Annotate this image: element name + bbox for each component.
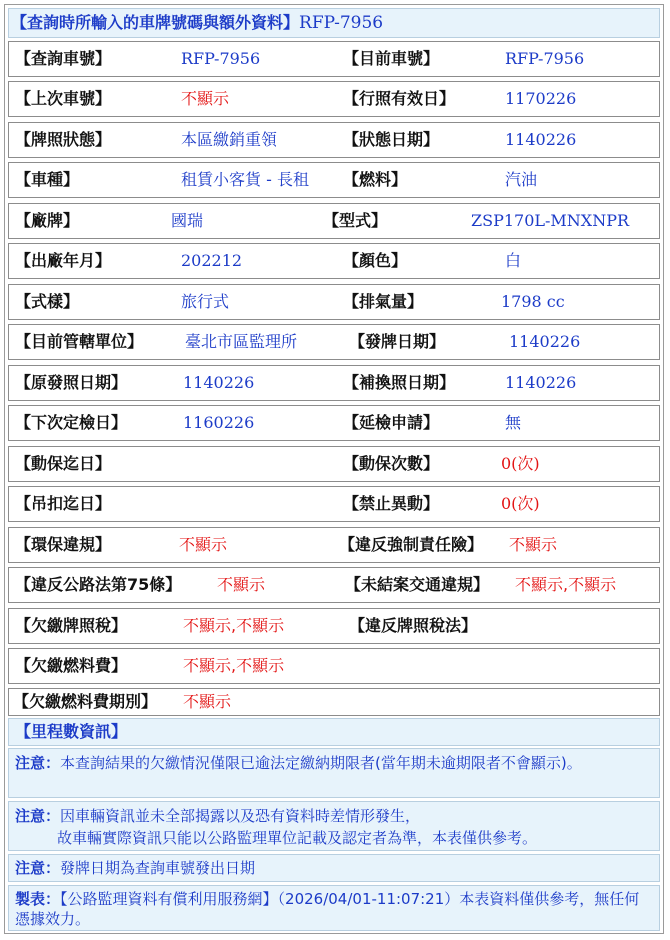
note-disclaimer	[8, 801, 660, 851]
info-row	[8, 446, 660, 482]
field-label: 【違反牌照稅法】	[349, 616, 478, 635]
note-arrears	[8, 748, 660, 798]
field-value: 1140226	[183, 373, 255, 392]
field-label: 【目前管轄單位】	[15, 332, 144, 351]
mileage-section-title: 【里程數資訊】	[8, 718, 660, 746]
note-issue-date	[8, 854, 660, 882]
service-link[interactable]: 【公路監理資料有償利用服務網】	[60, 890, 278, 908]
field-label: 【行照有效日】	[343, 89, 456, 108]
field-value: 1160226	[183, 413, 255, 432]
info-row	[8, 405, 660, 441]
field-value: 不顯示	[217, 575, 266, 594]
field-value: 白	[505, 251, 522, 270]
field-label: 【禁止異動】	[343, 494, 440, 513]
field-label: 【式樣】	[15, 292, 80, 311]
field-value: 1170226	[505, 89, 577, 108]
info-row	[8, 365, 660, 401]
field-value: 不顯示,不顯示	[515, 575, 617, 594]
field-label: 【廠牌】	[15, 211, 80, 230]
fuel-period-label: 【欠繳燃料費期別】	[13, 692, 158, 711]
field-value: 不顯示	[181, 89, 230, 108]
field-value: 不顯示,不顯示	[183, 616, 285, 635]
field-value: 1798 cc	[501, 292, 565, 311]
field-value: 1140226	[509, 332, 581, 351]
info-row	[8, 648, 660, 684]
note-disclaimer-label: 注意：	[15, 807, 61, 825]
field-label: 【車種】	[15, 170, 80, 189]
field-value: RFP-7956	[181, 49, 261, 68]
field-value: ZSP170L-MNXNPR	[471, 211, 629, 230]
field-value: 旅行式	[181, 292, 230, 311]
field-label: 【型式】	[323, 211, 388, 230]
field-value: 汽油	[505, 170, 538, 189]
info-row	[8, 486, 660, 522]
header-title: 【查詢時所輸入的車牌號碼與額外資料】	[11, 13, 300, 32]
info-row	[8, 122, 660, 158]
field-label: 【狀態日期】	[343, 130, 440, 149]
info-row	[8, 567, 660, 603]
field-value: 不顯示	[509, 535, 558, 554]
field-value: 租賃小客貨 - 長租	[181, 170, 309, 189]
field-value: 本區繳銷重領	[181, 130, 278, 149]
field-label: 【目前車號】	[343, 49, 440, 68]
report-footer	[8, 885, 660, 931]
field-value: 1140226	[505, 130, 577, 149]
info-row	[8, 284, 660, 320]
note-issue-date-text: 發牌日期為查詢車號發出日期	[60, 859, 256, 877]
field-value: 臺北市區監理所	[185, 332, 298, 351]
field-value: 0(次)	[501, 454, 540, 473]
field-label: 【發牌日期】	[349, 332, 446, 351]
footer-text: （2026/04/01-11:07:21）本表資料僅供參考，無任何憑據效力。	[15, 890, 640, 928]
field-label: 【下次定檢日】	[15, 413, 128, 432]
report-panel	[4, 4, 664, 934]
field-label: 【出廠年月】	[15, 251, 112, 270]
field-value: 國瑞	[171, 211, 204, 230]
info-row	[8, 608, 660, 644]
note-disclaimer-line2: 故車輛實際資訊只能以公路監理單位記載及認定者為準，本表僅供參考。	[57, 829, 538, 847]
field-label: 【欠繳牌照稅】	[15, 616, 128, 635]
field-label: 【吊扣迄日】	[15, 494, 112, 513]
field-label: 【延檢申請】	[343, 413, 440, 432]
field-label: 【查詢車號】	[15, 49, 112, 68]
note-arrears-label: 注意：	[15, 754, 61, 772]
note-arrears-text: 本查詢結果的欠繳情況僅限已逾法定繳納期限者(當年期未逾期限者不會顯示)。	[60, 754, 582, 772]
field-label: 【上次車號】	[15, 89, 112, 108]
info-row	[8, 81, 660, 117]
field-label: 【環保違規】	[15, 535, 112, 554]
field-label: 【牌照狀態】	[15, 130, 112, 149]
note-disclaimer-line1: 因車輛資訊並未全部揭露以及恐有資料時差情形發生，	[60, 807, 421, 825]
info-row	[8, 41, 660, 77]
field-label: 【違反強制責任險】	[339, 535, 484, 554]
info-row	[8, 162, 660, 198]
field-value: 1140226	[505, 373, 577, 392]
field-label: 【違反公路法第75條】	[15, 575, 182, 594]
info-row	[8, 527, 660, 563]
info-row	[8, 243, 660, 279]
field-label: 【排氣量】	[343, 292, 424, 311]
field-label: 【補換照日期】	[343, 373, 456, 392]
field-label: 【動保次數】	[343, 454, 440, 473]
field-value: 不顯示,不顯示	[183, 656, 285, 675]
field-value: 202212	[181, 251, 243, 270]
info-row	[8, 203, 660, 239]
field-label: 【未結案交通違規】	[345, 575, 490, 594]
field-label: 【欠繳燃料費】	[15, 656, 128, 675]
field-value: 無	[505, 413, 522, 432]
header-plate: RFP-7956	[299, 13, 384, 33]
field-label: 【動保迄日】	[15, 454, 112, 473]
fuel-period-value: 不顯示	[183, 692, 232, 711]
field-label: 【燃料】	[343, 170, 408, 189]
field-label: 【原發照日期】	[15, 373, 128, 392]
field-value: RFP-7956	[505, 49, 585, 68]
field-label: 【顏色】	[343, 251, 408, 270]
note-issue-date-label: 注意：	[15, 859, 61, 877]
field-value: 不顯示	[179, 535, 228, 554]
footer-label: 製表：	[15, 890, 61, 908]
field-value: 0(次)	[501, 494, 540, 513]
query-header	[8, 8, 660, 38]
fuel-period-row	[8, 688, 660, 716]
info-row	[8, 324, 660, 360]
